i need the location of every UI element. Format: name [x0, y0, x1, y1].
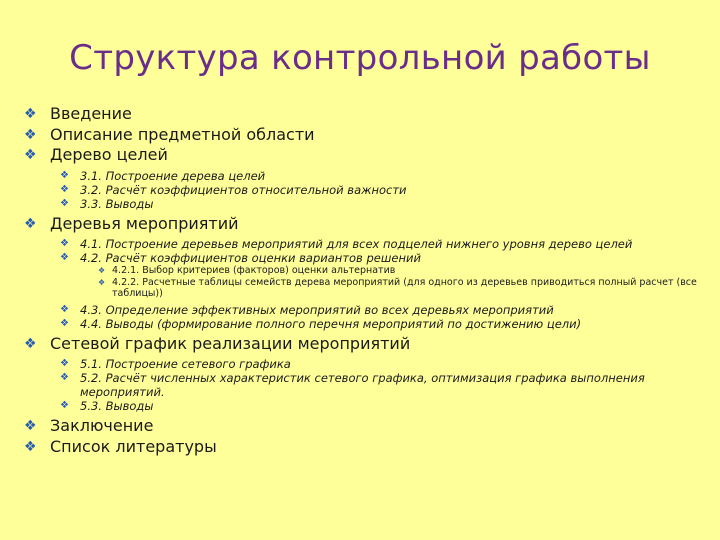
diamond-bullet-icon: ❖	[60, 238, 69, 249]
diamond-bullet-icon: ❖	[24, 126, 37, 143]
list-item-label: Заключение	[50, 416, 154, 435]
diamond-bullet-icon: ❖	[60, 400, 69, 411]
list-item-label: Описание предметной области	[50, 124, 315, 144]
diamond-bullet-icon: ❖	[24, 418, 37, 434]
list-item-label: Деревья мероприятий	[50, 213, 239, 233]
slide-title: Структура контрольной работы	[69, 38, 651, 78]
diamond-bullet-icon: ❖	[98, 277, 106, 287]
list-item-label: Список литературы	[50, 436, 217, 456]
sub-item-label: 4.3. Определение эффективных мероприятий во всех деревьях мероприятий	[80, 302, 554, 317]
list-item-goal-tree	[24, 145, 704, 166]
list-item-domain-description	[24, 125, 704, 146]
list-item-label: Введение	[50, 104, 132, 123]
sub-item-4-4	[24, 317, 704, 331]
sub-item-5-2	[24, 371, 704, 399]
sub-item-4-1	[24, 237, 704, 251]
sub-sub-item-label: 4.2.2. Расчетные таблицы семейств дерева мероприятий (для одного из деревьев приводиться полный расчет (все таблицы))	[112, 276, 697, 299]
diamond-bullet-icon: ❖	[60, 197, 69, 209]
sub-item-5-3	[24, 399, 704, 413]
sub-item-4-2	[24, 251, 704, 265]
diamond-bullet-icon: ❖	[60, 317, 69, 329]
sub-item-5-1	[24, 357, 704, 371]
sub-sub-item-4-2-2	[24, 277, 704, 300]
diamond-bullet-icon: ❖	[60, 252, 69, 263]
diamond-bullet-icon: ❖	[60, 169, 69, 181]
diamond-bullet-icon: ❖	[24, 215, 37, 232]
sub-item-label: 3.3. Выводы	[80, 196, 154, 211]
sub-sub-item-label: 4.2.1. Выбор критериев (факторов) оценки альтернатив	[112, 265, 396, 276]
diamond-bullet-icon: ❖	[60, 358, 69, 369]
sub-item-label: 5.3. Выводы	[80, 399, 154, 413]
diamond-bullet-icon: ❖	[24, 106, 37, 122]
sub-item-label: 5.2. Расчёт численных характеристик сетевого графика, оптимизация графика выполнения мероприятий.	[80, 371, 645, 399]
diamond-bullet-icon: ❖	[24, 438, 37, 455]
list-item-label: Сетевой график реализации мероприятий	[50, 333, 411, 353]
sub-item-label: 5.1. Построение сетевого графика	[80, 357, 291, 371]
sub-item-3-3	[24, 197, 704, 211]
diamond-bullet-icon: ❖	[98, 266, 106, 275]
diamond-bullet-icon: ❖	[60, 183, 69, 195]
sub-item-label: 4.2. Расчёт коэффициентов оценки вариантов решений	[80, 251, 421, 265]
diamond-bullet-icon: ❖	[60, 372, 69, 383]
sub-item-label: 3.2. Расчёт коэффициентов относительной важности	[80, 182, 407, 197]
list-item-activity-trees	[24, 214, 704, 235]
diamond-bullet-icon: ❖	[60, 303, 69, 315]
sub-sub-item-4-2-1	[24, 265, 704, 277]
list-item-conclusion	[24, 416, 704, 437]
list-item-introduction	[24, 104, 704, 125]
sub-item-label: 4.1. Построение деревьев мероприятий для всех подцелей нижнего уровня дерево целей	[80, 237, 633, 251]
list-item-references	[24, 437, 704, 458]
diamond-bullet-icon: ❖	[24, 335, 37, 352]
list-item-label: Дерево целей	[50, 145, 168, 164]
list-item-network-schedule	[24, 334, 704, 355]
sub-item-4-3	[24, 303, 704, 317]
diamond-bullet-icon: ❖	[24, 147, 37, 163]
sub-item-label: 3.1. Построение дерева целей	[80, 168, 266, 183]
outline-list	[24, 104, 704, 457]
sub-item-3-1	[24, 169, 704, 183]
sub-item-3-2	[24, 183, 704, 197]
sub-item-label: 4.4. Выводы (формирование полного перечня мероприятий по достижению цели)	[80, 316, 582, 331]
